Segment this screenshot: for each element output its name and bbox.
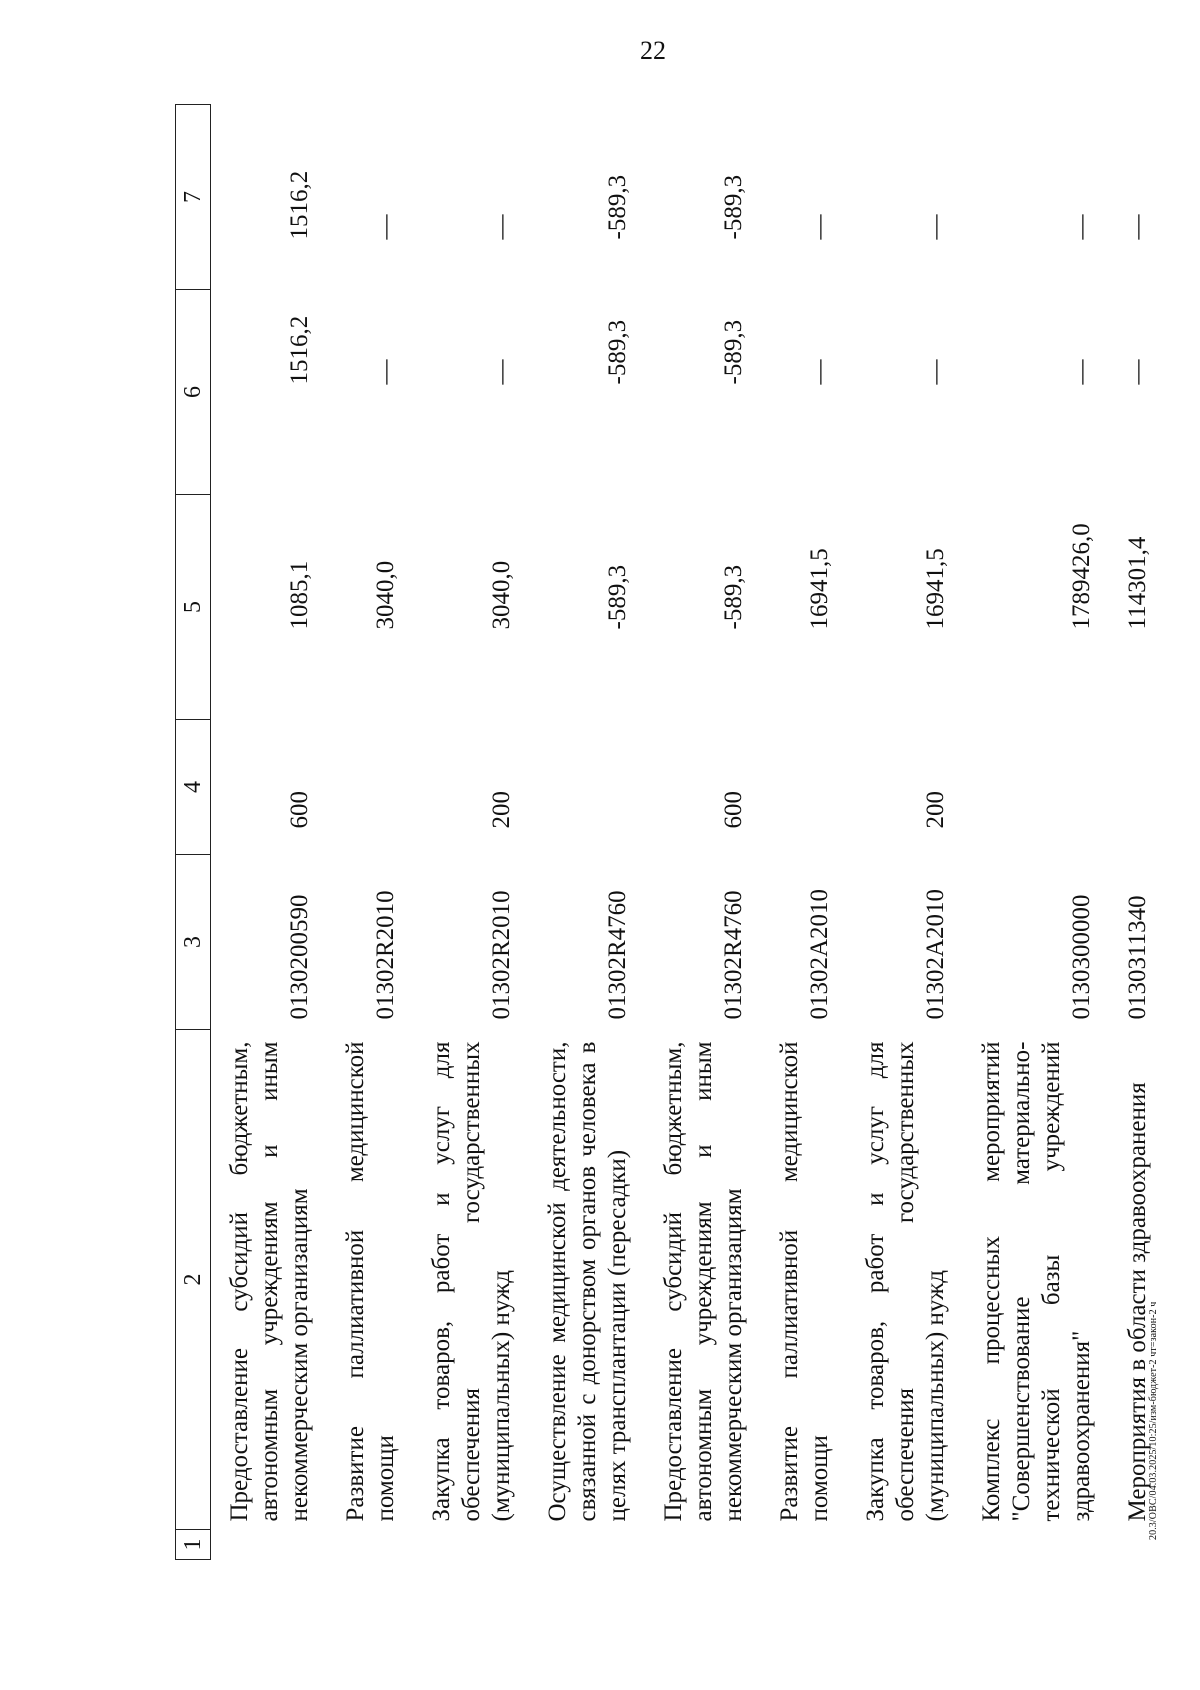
table-row (211, 105, 328, 1560)
row-target-code: 01302A2010 (922, 888, 949, 1020)
header-col-5: 5 (176, 495, 211, 720)
row-marker-cell (847, 1530, 963, 1560)
table-row (529, 105, 645, 1560)
row-expense-type (327, 720, 413, 855)
row-marker-cell (529, 1530, 645, 1560)
row-expense-type: 600 (720, 791, 747, 829)
row-value-col5: -589,3 (604, 564, 631, 630)
header-col-1: 1 (176, 1530, 211, 1560)
row-value-col5: 1085,1 (286, 560, 313, 630)
row-target-code: 01302R2010 (372, 890, 399, 1020)
row-value-col7: -589,3 (604, 174, 631, 240)
header-col-7: 7 (176, 105, 211, 290)
row-expense-type: 200 (488, 791, 515, 829)
table-row (847, 105, 963, 1560)
row-target-code: 0130311340 (1124, 895, 1151, 1020)
row-marker-cell (1109, 1530, 1165, 1560)
row-marker-cell (963, 1530, 1109, 1560)
row-expense-type (1109, 720, 1165, 855)
row-expense-type: 200 (922, 791, 949, 829)
row-value-col7: — (372, 214, 399, 240)
row-value-col6: — (488, 359, 515, 385)
row-value-col7: -589,3 (720, 174, 747, 240)
row-target-code: 01302R2010 (488, 890, 515, 1020)
row-value-col5: 3040,0 (488, 560, 515, 630)
row-expense-type: 600 (286, 791, 313, 829)
row-value-col7: 1516,2 (286, 170, 313, 240)
row-name: Осуществление медицинской деятельности, связанной с донорством органов человека в целях трансплантации (пересадки) (544, 1041, 631, 1522)
rotated-table-wrapper (175, 105, 1151, 1560)
row-value-col6: — (1068, 359, 1095, 385)
row-value-col6: 1516,2 (286, 315, 313, 385)
page-number: 22 (640, 36, 666, 65)
row-marker-cell (413, 1530, 529, 1560)
row-value-col6: — (806, 359, 833, 385)
row-target-code: 01302R4760 (604, 890, 631, 1020)
row-value-col7: — (806, 214, 833, 240)
row-value-col5: 16941,5 (806, 548, 833, 630)
table-row (413, 105, 529, 1560)
row-value-col7: — (488, 214, 515, 240)
row-value-col6: — (922, 359, 949, 385)
header-col-4: 4 (176, 720, 211, 855)
row-value-col6: — (372, 359, 399, 385)
row-target-code: 0130200590 (286, 894, 313, 1020)
table-row (1109, 105, 1165, 1560)
row-target-code: 0130300000 (1068, 894, 1095, 1020)
row-value-col5: 1789426,0 (1068, 523, 1095, 630)
row-value-col6: — (1124, 359, 1151, 385)
header-col-2: 2 (176, 1030, 211, 1530)
row-expense-type (529, 720, 645, 855)
row-name: Предоставление субсидий бюджетным, автономным учреждениям и иным некоммерческим организациям (226, 1041, 313, 1522)
row-expense-type (963, 720, 1109, 855)
row-value-col5: -589,3 (720, 564, 747, 630)
row-name: Мероприятия в области здравоохранения (1124, 1082, 1151, 1522)
row-name: Закупка товаров, работ и услуг для обеспечения государственных (муниципальных) нужд (428, 1041, 515, 1522)
row-marker-cell (327, 1530, 413, 1560)
row-target-code: 01302A2010 (806, 888, 833, 1020)
row-expense-type (761, 720, 847, 855)
header-col-6: 6 (176, 290, 211, 495)
row-name: Развитие паллиативной медицинской помощи (776, 1041, 833, 1522)
row-marker-cell (761, 1530, 847, 1560)
row-value-col6: -589,3 (604, 319, 631, 385)
row-name: Закупка товаров, работ и услуг для обеспечения государственных (муниципальных) нужд (862, 1041, 949, 1522)
row-marker-cell (211, 1530, 328, 1560)
table-row (645, 105, 761, 1560)
table-row (761, 105, 847, 1560)
document-footer-code: 20.3/ОВС/04.03.2025/10:25/изм-бюджет-2 чт=закон-2 ч (1148, 1301, 1159, 1540)
header-col-3: 3 (176, 855, 211, 1030)
row-value-col5: 16941,5 (922, 548, 949, 630)
table-row (963, 105, 1109, 1560)
row-value-col6: -589,3 (720, 319, 747, 385)
row-value-col7: — (1124, 214, 1151, 240)
row-name: Развитие паллиативной медицинской помощи (342, 1041, 399, 1522)
row-name: Комплекс процессных мероприятий "Совершенствование материально-технической базы учреждений здравоохранения" (978, 1041, 1095, 1522)
row-value-col5: 114301,4 (1124, 536, 1151, 630)
table-header-row (176, 105, 211, 1560)
row-marker-cell (645, 1530, 761, 1560)
budget-table (175, 104, 1165, 1560)
row-value-col5: 3040,0 (372, 560, 399, 630)
row-target-code: 01302R4760 (720, 890, 747, 1020)
row-value-col7: — (922, 214, 949, 240)
row-name: Предоставление субсидий бюджетным, автономным учреждениям и иным некоммерческим организациям (660, 1041, 747, 1522)
table-row (327, 105, 413, 1560)
row-value-col7: — (1068, 214, 1095, 240)
